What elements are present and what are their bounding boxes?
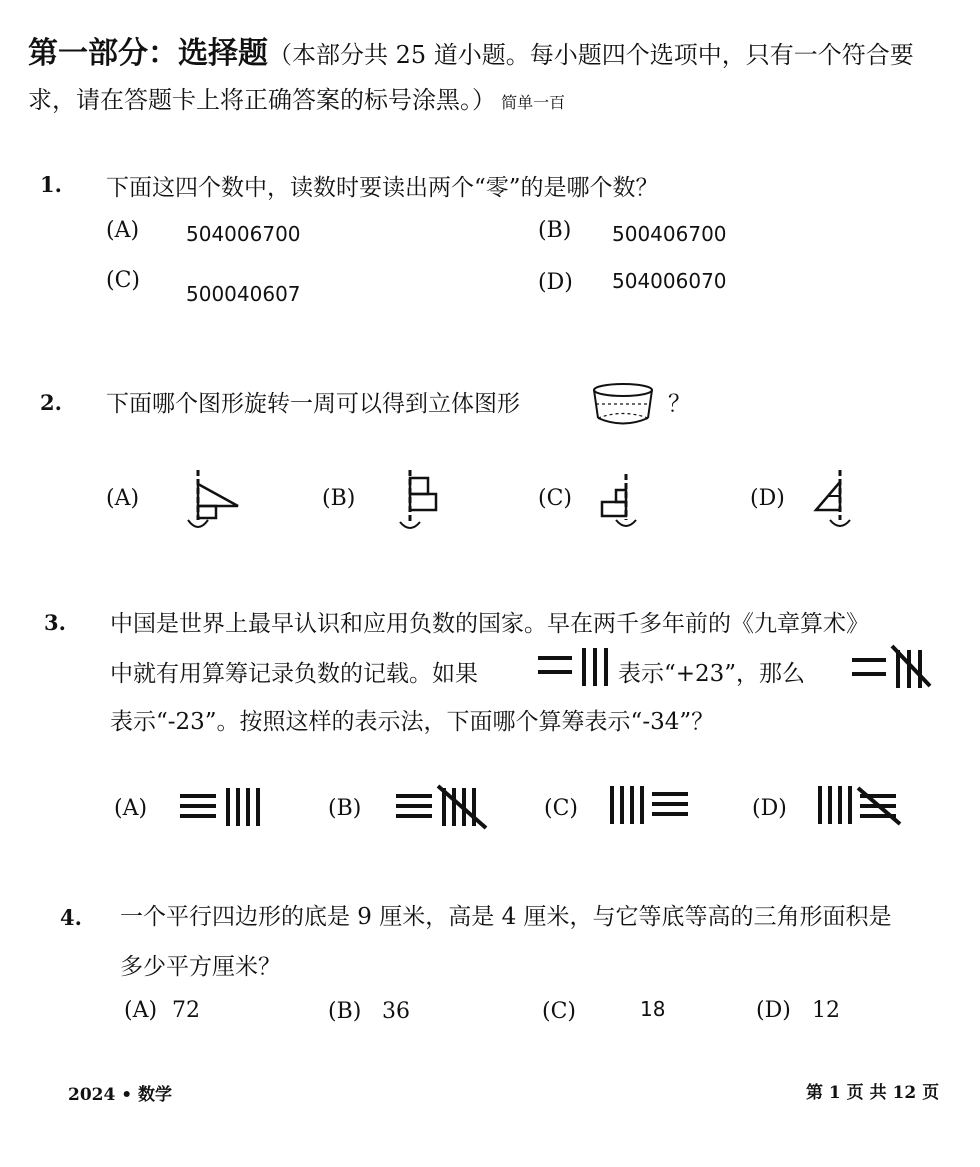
question-text: 下面哪个图形旋转一周可以得到立体图形 xyxy=(106,391,520,417)
option-b-label[interactable]: (B) xyxy=(322,486,356,511)
option-d-value: 504006070 xyxy=(612,269,727,293)
question-suffix: ？ xyxy=(668,391,691,417)
instruction-row-2 xyxy=(28,80,565,115)
option-b-value: 500406700 xyxy=(612,222,727,246)
option-b-label[interactable]: (B) xyxy=(328,796,362,821)
option-a-label[interactable]: (A) xyxy=(114,796,148,821)
option-d-label[interactable]: (D) xyxy=(756,998,791,1023)
instruction-line-1: （本部分共 25 道小题。每小题四个选项中，只有一个符合要 xyxy=(268,41,914,69)
question-text-line-1: 一个平行四边形的底是 9 厘米，高是 4 厘米，与它等底等高的三角形面积是 xyxy=(120,904,892,930)
option-a-label[interactable]: (A) xyxy=(106,486,140,511)
option-c-label[interactable]: (C) xyxy=(544,796,578,821)
counting-rods-b-icon[interactable] xyxy=(396,784,488,830)
option-b-value: 36 xyxy=(382,999,410,1024)
question-number: 2. xyxy=(40,390,62,415)
handwritten-note: 简单一百 xyxy=(501,93,566,112)
option-a-label[interactable]: (A) xyxy=(106,218,140,243)
counting-rods-a-icon[interactable] xyxy=(180,786,264,828)
footer-page-number: 第 1 页 共 12 页 xyxy=(806,1083,940,1103)
option-c-value: 500040607 xyxy=(186,282,301,306)
counting-rods-plus-23-icon xyxy=(536,646,610,690)
option-a-value: 504006700 xyxy=(186,222,301,246)
question-number: 3. xyxy=(44,610,66,635)
option-b-label[interactable]: (B) xyxy=(538,218,572,243)
question-number: 1. xyxy=(40,172,62,197)
option-a-value: 72 xyxy=(172,998,200,1023)
footer-subject: 2024 • 数学 xyxy=(68,1085,173,1105)
option-c-label[interactable]: (C) xyxy=(538,486,572,511)
question-text-line-2a: 中就有用算筹记录负数的记载。如果 xyxy=(110,661,478,687)
rotation-figure-c-icon[interactable] xyxy=(596,474,646,534)
frustum-icon xyxy=(592,381,654,427)
question-text: 下面这四个数中，读数时要读出两个“零”的是哪个数？ xyxy=(106,175,659,201)
rotation-figure-a-icon[interactable] xyxy=(184,470,244,535)
option-d-label[interactable]: (D) xyxy=(750,486,785,511)
instruction-line-2: 求，请在答题卡上将正确答案的标号涂黑。） xyxy=(28,86,496,114)
question-number: 4. xyxy=(60,905,82,930)
option-d-label[interactable]: (D) xyxy=(752,796,787,821)
section-title: 第一部分：选择题 xyxy=(28,36,268,71)
question-text-line-1: 中国是世界上最早认识和应用负数的国家。早在两千多年前的《九章算术》 xyxy=(110,611,869,637)
rotation-figure-d-icon[interactable] xyxy=(808,470,858,535)
question-text-line-3: 表示“-23”。按照这样的表示法，下面哪个算筹表示“-34”？ xyxy=(110,709,715,735)
question-text-line-2b: 表示“+23”，那么 xyxy=(618,661,806,687)
option-a-label[interactable]: (A) xyxy=(124,998,158,1023)
option-c-value: 18 xyxy=(640,997,666,1021)
question-text-line-2: 多少平方厘米？ xyxy=(120,954,281,980)
option-d-value: 12 xyxy=(812,998,840,1023)
option-b-label[interactable]: (B) xyxy=(328,999,362,1024)
counting-rods-minus-23-icon xyxy=(850,644,932,692)
option-c-label[interactable]: (C) xyxy=(106,268,140,293)
section-header xyxy=(28,28,914,72)
option-d-label[interactable]: (D) xyxy=(538,270,573,295)
rotation-figure-b-icon[interactable] xyxy=(396,470,446,535)
option-c-label[interactable]: (C) xyxy=(542,999,576,1024)
counting-rods-c-icon[interactable] xyxy=(610,784,690,826)
counting-rods-d-icon[interactable] xyxy=(818,782,902,828)
